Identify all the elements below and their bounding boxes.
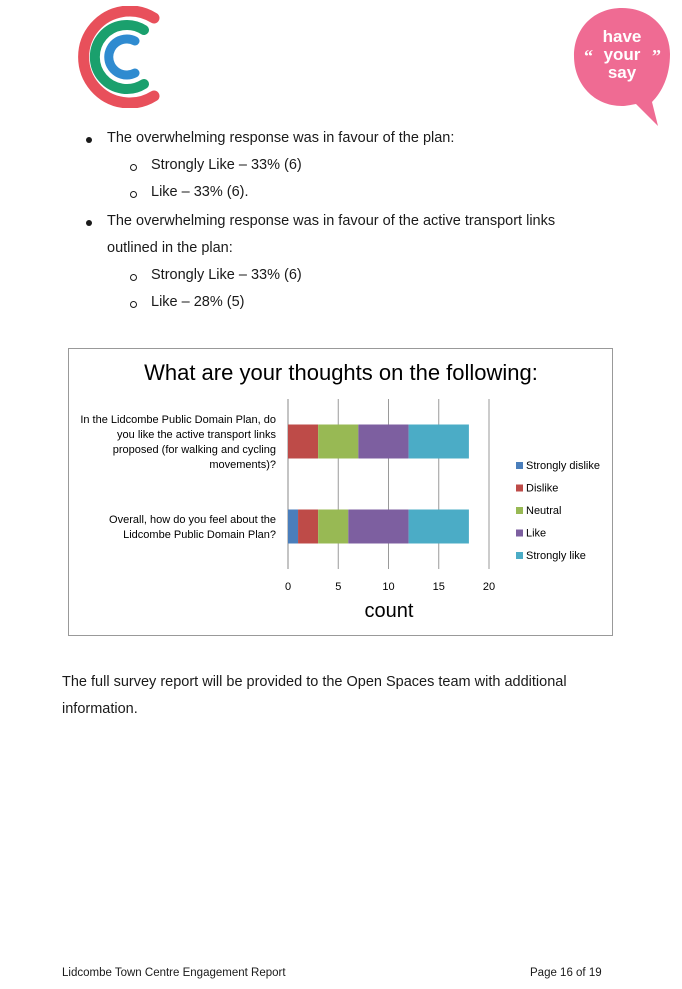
x-tick-label-5: 5 — [335, 581, 342, 593]
legend-label-strongly-like: Strongly like — [526, 550, 586, 562]
category-label-q2-line2: Lidcombe Public Domain Plan? — [123, 529, 276, 541]
sub-bullet-ring-icon — [130, 301, 137, 308]
x-tick-label-10: 10 — [382, 581, 395, 593]
chart-svg — [69, 349, 612, 635]
bullet-dot-icon — [86, 137, 92, 143]
bullet-list — [0, 0, 682, 330]
legend-label-neutral: Neutral — [526, 505, 562, 517]
bullet-1-sub-1: Strongly Like – 33% (6) — [151, 157, 302, 173]
x-axis-label: count — [364, 600, 414, 622]
legend-swatch-neutral — [516, 507, 523, 514]
bullet-2-sub-1: Strongly Like – 33% (6) — [151, 267, 302, 283]
legend-swatch-like — [516, 530, 523, 537]
footer-page-number: Page 16 of 19 — [530, 967, 602, 979]
bar-strongly-like-q1 — [409, 425, 469, 459]
sub-bullet-ring-icon — [130, 274, 137, 281]
bar-like-q1 — [358, 425, 408, 459]
legend-label-like: Like — [526, 527, 547, 540]
bar-neutral-q2 — [318, 510, 348, 544]
sub-bullet-ring-icon — [130, 191, 137, 198]
close-quote-icon: ” — [652, 46, 661, 66]
legend-label-strongly-dislike: Strongly dislike — [526, 460, 600, 472]
legend-swatch-dislike — [516, 485, 523, 492]
survey-chart — [68, 348, 613, 636]
bar-dislike-q1 — [288, 425, 318, 459]
category-label-q1-line2: you like the active transport links — [117, 429, 276, 441]
sub-bullet-ring-icon — [130, 164, 137, 171]
category-label-q1-line4: movements)? — [209, 459, 276, 471]
bullet-2-sub-2: Like – 28% (5) — [151, 294, 245, 310]
chart-title: What are your thoughts on the following: — [144, 360, 538, 385]
bullet-2-text-line2: outlined in the plan: — [107, 240, 233, 256]
closing-paragraph-line1: The full survey report will be provided to the Open Spaces team with additional — [62, 674, 567, 690]
x-tick-label-0: 0 — [284, 581, 292, 593]
footer-report-title: Lidcombe Town Centre Engagement Report — [62, 967, 286, 979]
bar-strongly-dislike-q2 — [288, 510, 298, 544]
logo-word-say: say — [607, 63, 637, 82]
bullet-1-sub-2: Like – 33% (6). — [151, 184, 249, 200]
bar-strongly-like-q2 — [409, 510, 469, 544]
legend-swatch-strongly-like — [516, 552, 523, 559]
bar-neutral-q1 — [318, 425, 358, 459]
bar-like-q2 — [348, 510, 408, 544]
open-quote-icon: “ — [584, 46, 593, 66]
closing-paragraph-line2: information. — [62, 701, 138, 717]
category-label-q2-line1: Overall, how do you feel about the — [109, 514, 276, 526]
legend-swatch-strongly-dislike — [516, 462, 523, 469]
bullet-dot-icon — [86, 220, 92, 226]
logo-word-your: your — [603, 45, 641, 64]
category-label-q1-line3: proposed (for walking and cycling — [112, 444, 276, 456]
bullet-2-text-line1: The overwhelming response was in favour of the active transport links — [107, 213, 556, 229]
x-tick-label-15: 15 — [432, 581, 445, 593]
legend-label-dislike: Dislike — [526, 482, 559, 495]
x-tick-label-20: 20 — [482, 581, 496, 593]
bar-dislike-q2 — [298, 510, 318, 544]
bullet-1-text: The overwhelming response was in favour of the plan: — [107, 130, 455, 146]
category-label-q1-line1: In the Lidcombe Public Domain Plan, do — [80, 414, 276, 426]
logo-word-have: have — [602, 27, 642, 46]
